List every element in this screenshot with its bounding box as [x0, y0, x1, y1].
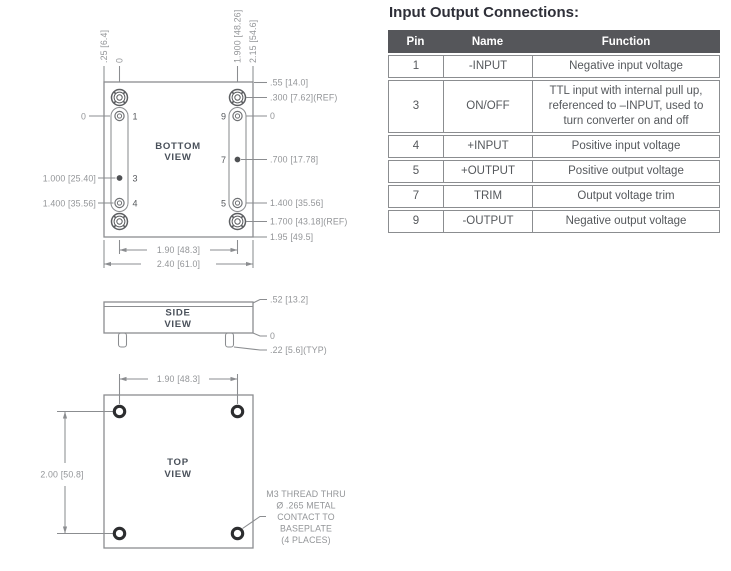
dim-right-5: 1.700 [43.18](REF)	[270, 216, 348, 227]
note-line-2: CONTACT TO	[277, 512, 335, 522]
side-view-label-line1: SIDE	[165, 307, 191, 319]
cell-pin: 4	[389, 136, 444, 157]
dim-top-1: 0	[114, 57, 125, 63]
dim-top-view-width: 1.90 [48.3]	[156, 374, 201, 384]
side-pin-right	[226, 333, 234, 347]
header-pin: Pin	[406, 35, 425, 48]
baseplate-hole-icon	[114, 528, 124, 538]
panel-title: Input Output Connections:	[389, 4, 579, 21]
cell-function: Positive output voltage	[568, 164, 684, 177]
cell-name: +OUTPUT	[444, 161, 533, 182]
table-row	[388, 55, 720, 78]
pin-number-1: 1	[132, 111, 138, 122]
dim-side-2: .22 [5.6](TYP)	[270, 345, 327, 355]
note-line-3: BASEPLATE	[279, 523, 333, 534]
mounting-hole-icon	[112, 214, 128, 230]
cell-function: TTL input with internal pull up, referenced to –INPUT, used to turn converter on and off	[548, 84, 704, 127]
cell-function: Negative input voltage	[569, 60, 683, 72]
dim-bottom-1: 2.40 [61.0]	[156, 259, 201, 269]
cell-name: -INPUT	[444, 56, 533, 77]
dim-right-1: .300 [7.62](REF)	[270, 92, 338, 103]
cell-name: TRIM	[444, 186, 533, 207]
io-connections-table	[388, 30, 720, 233]
dim-left-1: 1.000 [25.40]	[42, 173, 96, 184]
pin-7-icon	[235, 157, 241, 163]
bottom-view	[43, 10, 348, 269]
cell-name: -OUTPUT	[444, 211, 533, 232]
dim-bottom-0: 1.90 [48.3]	[156, 245, 201, 255]
dim-left-0: 0	[80, 111, 86, 122]
bottom-view-label-line1: BOTTOM	[155, 141, 201, 152]
mounting-hole-icon	[112, 90, 128, 106]
table-row	[388, 160, 720, 183]
pin-5-icon	[233, 198, 242, 207]
dim-top-view-height: 2.00 [50.8]	[40, 469, 84, 480]
cell-pin: 9	[389, 211, 444, 232]
cell-pin: 5	[389, 161, 444, 182]
note-line-0: M3 THREAD THRU	[266, 489, 346, 499]
cell-function: Positive input voltage	[571, 139, 681, 152]
side-view	[104, 295, 327, 356]
table-row	[388, 210, 720, 233]
dim-right-6: 1.95 [49.5]	[270, 232, 314, 242]
pin-number-9: 9	[220, 111, 226, 122]
cell-pin: 7	[389, 186, 444, 207]
baseplate-hole-icon	[232, 406, 242, 416]
baseplate-hole-icon	[114, 406, 124, 416]
table-row	[388, 80, 720, 133]
dim-right-4: 1.400 [35.56]	[270, 198, 324, 208]
mounting-hole-icon	[230, 214, 246, 230]
baseplate-hole-icon	[232, 528, 242, 538]
dim-left-2: 1.400 [35.56]	[42, 198, 96, 209]
pin-number-7: 7	[220, 155, 226, 165]
bottom-view-label-line2: VIEW	[164, 152, 192, 163]
mounting-hole-icon	[230, 90, 246, 106]
cell-pin: 3	[389, 81, 444, 132]
cell-name: ON/OFF	[444, 81, 533, 132]
side-view-label-line2: VIEW	[164, 319, 192, 330]
dim-top-0: .25 [6.4]	[99, 29, 109, 63]
table-header-row	[388, 30, 720, 53]
note-line-1: Ø .265 METAL	[276, 500, 336, 511]
dim-right-2: 0	[270, 111, 276, 121]
pin-4-icon	[115, 198, 124, 207]
top-view-label-line2: VIEW	[164, 469, 192, 480]
pin-1-icon	[115, 111, 124, 120]
pin-number-3: 3	[132, 173, 138, 184]
dim-right-3: .700 [17.78]	[270, 154, 319, 165]
top-view-label-line1: TOP	[167, 457, 189, 468]
table-row	[388, 185, 720, 208]
header-function: Function	[601, 35, 651, 48]
pin-number-5: 5	[220, 198, 226, 209]
note-line-4: (4 PLACES)	[281, 535, 331, 545]
io-connections-panel	[388, 4, 720, 233]
top-view	[40, 374, 345, 548]
side-pin-left	[119, 333, 127, 347]
table-row	[388, 135, 720, 158]
pin-number-4: 4	[132, 198, 138, 209]
dim-top-2: 1.900 [48.26]	[232, 9, 243, 63]
dim-right-0: .55 [14.0]	[270, 77, 309, 88]
cell-function: Output voltage trim	[577, 189, 675, 202]
cell-name: +INPUT	[444, 136, 533, 157]
pin-3-icon	[117, 175, 123, 181]
pin-9-icon	[233, 111, 242, 120]
header-name: Name	[471, 35, 504, 48]
dim-top-3: 2.15 [54.6]	[248, 19, 258, 63]
cell-function: Negative output voltage	[565, 214, 687, 227]
dim-side-1: 0	[270, 331, 276, 341]
dim-side-0: .52 [13.2]	[270, 294, 309, 305]
cell-pin: 1	[389, 56, 444, 77]
